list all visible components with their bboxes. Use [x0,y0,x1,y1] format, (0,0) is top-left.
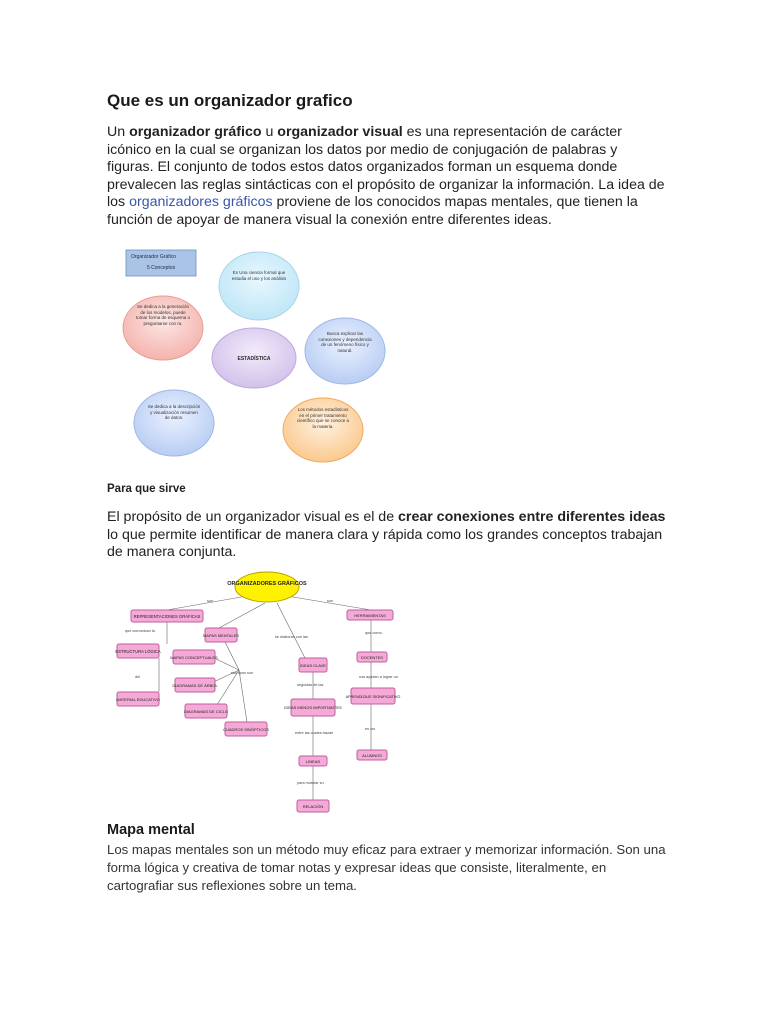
center-label: ESTADÍSTICA [237,356,271,362]
svg-text:DOCENTES: DOCENTES [360,655,384,660]
link-label: para mostrar su [297,781,324,785]
mapa-mental-paragraph: Los mapas mentales son un método muy eficaz para extraer y memorizar información. Son una forma lógica y creativa de tomar notas y expresar ideas que consiste, literalmente, en cartografiar sus reflexiones sobre un tema. [107,842,666,893]
root-label: ORGANIZADORES GRÁFICOS [227,581,307,587]
svg-text:DIAGRAMAS DE ÁRBOL: DIAGRAMAS DE ÁRBOL [172,683,218,688]
section-subtitle: Para que sirve [107,483,186,495]
intro-paragraph [107,124,667,229]
intro-text: u [261,124,278,140]
svg-text:HERRAMIENTAS: HERRAMIENTAS [354,613,386,618]
svg-text:RELACIÓN: RELACIÓN [302,804,324,809]
organizadores-graficos-link[interactable]: organizadores gráficos [129,194,273,210]
svg-text:IDEAS CLAVE: IDEAS CLAVE [300,663,326,668]
purpose-paragraph [107,509,667,562]
ellipse-top-text-box [229,270,289,310]
purpose-text: lo que permite identificar de manera clara y rápida como los grandes conceptos trabajan de manera conjunta. [107,526,663,560]
link-label: son [327,599,334,603]
box-title: Organizador Gráfico [131,254,177,260]
link-label: nos ayudan a lograr un [359,675,398,679]
link-label: entre las cuales trazan [295,731,334,735]
ellipse-bottom-left-text-box [147,404,201,444]
organizadores-concept-map [107,570,423,814]
link-label: en los [365,727,376,731]
svg-text:LINEAS: LINEAS [305,759,321,764]
svg-text:IDEAS MENOS IMPORTANTES: IDEAS MENOS IMPORTANTES [284,705,342,710]
node-alumnos [357,750,387,760]
node-mapas-conceptuales [170,650,218,664]
link-label: del [135,675,141,679]
node-relacion [297,800,329,812]
link-label: se elaboran con las [275,635,308,639]
node-mapas-mentales [203,628,239,642]
ellipse-left-text: Se dedica a la generación de los modelos, puede tomar forma de esquema o preguntarse con ra. [135,304,191,326]
intro-text: es una representación de carácter icónico en la cual se organizan los datos por medio de conjugación de palabras y figuras. El conjunto de todos estos datos organizados forman un esquema donde prevalecen las reglas sintácticas con el propósito de organizar la información. La idea de los [107,124,665,210]
link-label: seguidas de las [297,683,324,687]
ellipse-right-text-box [317,331,373,373]
link-label: son [207,599,214,603]
svg-text:APRENDIZAJE SIGNIFICATIVO: APRENDIZAJE SIGNIFICATIVO [345,695,401,699]
svg-text:REPRESENTACIONES GRÁFICAS: REPRESENTACIONES GRÁFICAS [133,614,201,619]
node-ideas-menos [284,699,342,716]
svg-text:ESTRUCTURA LÓGICA: ESTRUCTURA LÓGICA [115,649,161,654]
node-aprendizaje [346,688,401,704]
ellipse-right-text: Busca explicar las conexiones y dependencia de un fenómeno físico y natural. [318,331,372,353]
link-label: que comunican la [125,629,155,633]
node-estructura [115,644,161,658]
svg-text:ALUMNOS: ALUMNOS [362,753,382,758]
intro-bold-term: organizador gráfico [129,124,262,140]
title-box [126,250,196,276]
link-label: que como [365,631,382,635]
root-node [235,572,299,602]
node-lineas [299,756,327,766]
intro-text: proviene de los conocidos mapas mentales, que tienen la función de apoyar de manera visual la conexión entre diferentes ideas. [107,194,638,228]
svg-text:CUADROS SINÓPTICOS: CUADROS SINÓPTICOS [223,727,269,732]
svg-text:DIAGRAMAS DE CICLO: DIAGRAMAS DE CICLO [183,709,229,714]
node-docentes [357,652,387,662]
node-representaciones [131,610,203,622]
intro-bold-term: organizador visual [277,124,403,140]
purpose-bold-text: crear conexiones entre diferentes ideas [398,509,666,525]
estadistica-diagram [107,238,397,468]
intro-text: Un [107,124,130,140]
node-arbol [172,678,218,692]
svg-text:MAPAS CONCEPTUALES: MAPAS CONCEPTUALES [170,655,218,660]
ellipse-top-text: Es Una ciencia formal que estudia el uso y los análisis [231,270,287,281]
svg-text:MATERIAL EDUCATIVO: MATERIAL EDUCATIVO [116,697,160,702]
purpose-text: El propósito de un organizador visual es el de [107,509,399,525]
svg-text:MAPAS MENTALES: MAPAS MENTALES [202,633,240,638]
box-subtitle: 5 Conceptos [147,265,176,271]
node-herramientas [347,610,393,620]
node-material [116,692,160,706]
ellipse-bottom-right-text: Los métodos estadísticos en el primer tratamiento científico que se conoce a la materia. [296,407,350,429]
node-cuadros [223,722,269,736]
ellipse-left-text-box [135,304,191,352]
link-label: sus tipos son [231,671,254,675]
node-ciclo [184,704,228,718]
node-ideas-clave [299,658,327,672]
ellipse-bottom-left-text: Se dedica a la descripción y visualización resumen de datos. [147,404,201,420]
section-heading: Mapa mental [107,822,195,838]
ellipse-bottom-right-text-box [295,407,351,453]
page-title: Que es un organizador grafico [107,91,353,110]
